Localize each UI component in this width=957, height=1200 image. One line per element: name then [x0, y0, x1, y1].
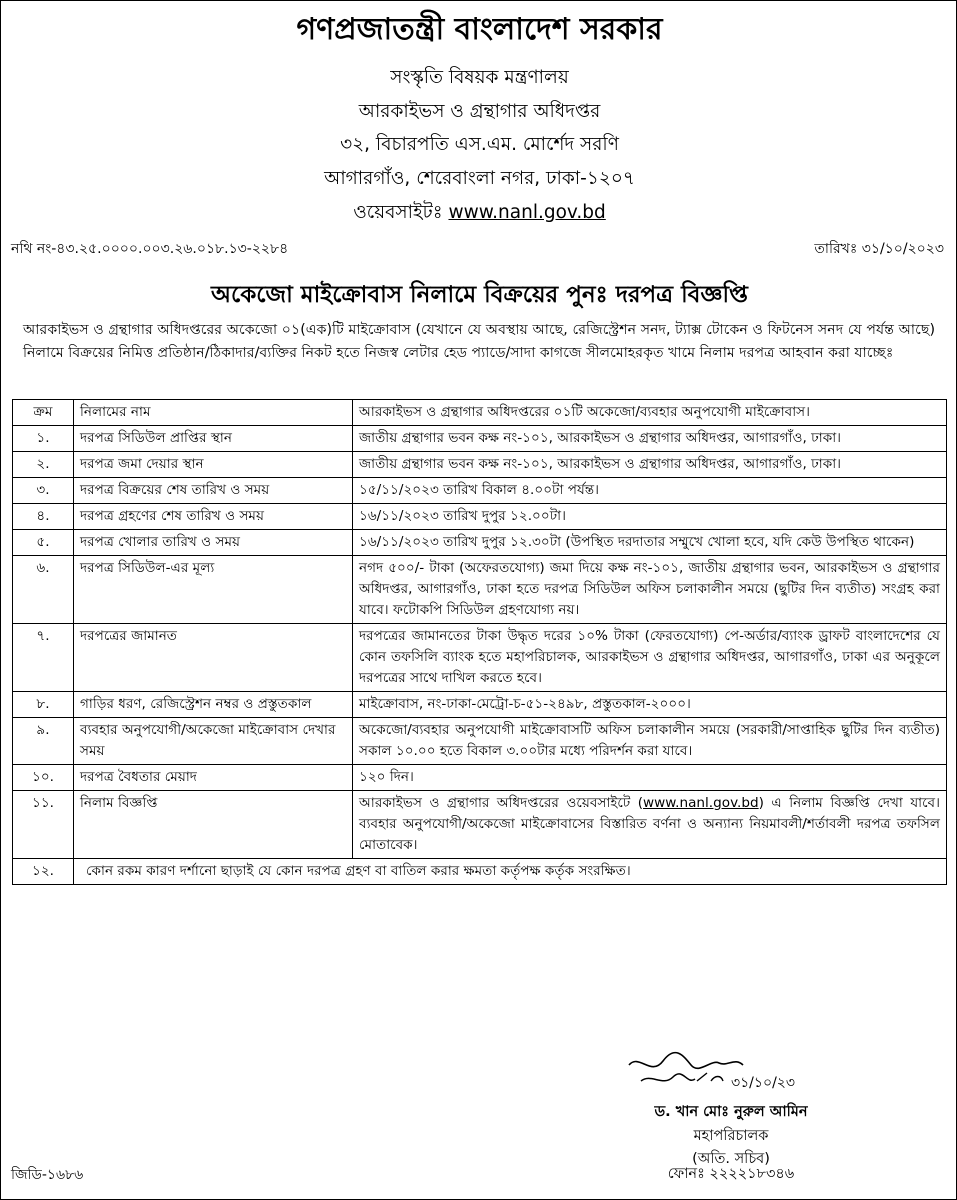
table-row — [13, 426, 947, 452]
row-serial: ৯. — [13, 718, 74, 765]
address-line-1: ৩২, বিচারপতি এস.এম. মোর্শেদ সরণি — [340, 134, 619, 155]
website-link-inline[interactable]: www.nanl.gov.bd — [643, 795, 759, 811]
website-link[interactable]: www.nanl.gov.bd — [448, 202, 606, 223]
row-serial: ১. — [13, 426, 74, 452]
ministry-name: সংস্কৃতি বিষয়ক মন্ত্রণালয় — [390, 67, 569, 88]
signatory-block — [581, 1101, 881, 1172]
row-name: নিলাম বিজ্ঞপ্তি — [74, 791, 353, 859]
row-name: দরপত্র বৈধতার মেয়াদ — [74, 765, 353, 791]
row-serial: ৪. — [13, 504, 74, 530]
table-row — [13, 556, 947, 624]
table-row — [13, 791, 947, 859]
row-name: দরপত্র গ্রহণের শেষ তারিখ ও সময় — [74, 504, 353, 530]
row-name: নিলামের নাম — [74, 400, 353, 426]
table-row — [13, 504, 947, 530]
department-name: আরকাইভস ও গ্রন্থাগার অধিদপ্তর — [358, 101, 601, 122]
row-serial: ১২. — [13, 859, 74, 885]
table-row — [13, 400, 947, 426]
row-serial: ২. — [13, 452, 74, 478]
row-name: দরপত্র সিডিউল-এর মূল্য — [74, 556, 353, 624]
row-name: ব্যবহার অনুপযোগী/অকেজো মাইক্রোবাস দেখার সময় — [74, 718, 353, 765]
row-name: দরপত্র সিডিউল প্রাপ্তির স্থান — [74, 426, 353, 452]
row-name: গাড়ির ধরণ, রেজিস্ট্রেশন নম্বর ও প্রস্তুতকাল — [74, 692, 353, 718]
table-row — [13, 478, 947, 504]
row-name: দরপত্রের জামানত — [74, 624, 353, 692]
address-line-2: আগারগাঁও, শেরেবাংলা নগর, ঢাকা-১২০৭ — [324, 168, 635, 189]
row-detail: ১৫/১১/২০২৩ তারিখ বিকাল ৪.০০টা পর্যন্ত। — [353, 478, 947, 504]
row-detail: নগদ ৫০০/- টাকা (অফেরতযোগ্য) জমা দিয়ে কক্ষ নং-১০১, জাতীয় গ্রন্থাগার ভবন, আরকাইভস ও গ্রন্থাগার অধিদপ্তর, আগারগাঁও, ঢাকা হতে দরপত্র সিডিউল অফিস চলাকালীন সময়ে (ছুটির দিন ব্যতীত) সংগ্রহ করা যাবে। ফটোকপি সিডিউল গ্রহণযোগ্য নয়। — [353, 556, 947, 624]
table-row — [13, 718, 947, 765]
row-detail: দরপত্রের জামানতের টাকা উদ্ধৃত দরের ১০% টাকা (ফেরতযোগ্য) পে-অর্ডার/ব্যাংক ড্রাফট বাংলাদেশের যে কোন তফসিলি ব্যাংক হতে মহাপরিচালক, আরকাইভস ও গ্রন্থাগার অধিদপ্তর, আগারগাঁও, ঢাকা এর অনুকূলে দরপত্রের সাথে দাখিল করতে হবে। — [353, 624, 947, 692]
row-serial: ৭. — [13, 624, 74, 692]
row-serial: ১০. — [13, 765, 74, 791]
row-serial: ১১. — [13, 791, 74, 859]
row-name: দরপত্র বিক্রয়ের শেষ তারিখ ও সময় — [74, 478, 353, 504]
row-serial: ৬. — [13, 556, 74, 624]
row-detail: ১৬/১১/২০২৩ তারিখ দুপুর ১২.০০টা। — [353, 504, 947, 530]
table-row — [13, 692, 947, 718]
row-serial: ৩. — [13, 478, 74, 504]
memo-date: তারিখঃ ৩১/১০/২০২৩ — [814, 241, 944, 257]
signature-mark — [611, 1051, 801, 1101]
row-serial: ৮. — [13, 692, 74, 718]
website-line — [1, 198, 957, 229]
row-name: দরপত্র খোলার তারিখ ও সময় — [74, 530, 353, 556]
row-serial: ক্রম — [13, 400, 74, 426]
row-serial: ৫. — [13, 530, 74, 556]
row-detail-pre: আরকাইভস ও গ্রন্থাগার অধিদপ্তরের ওয়েবসাইটে ( — [359, 795, 644, 811]
memo-number: নথি নং-৪৩.২৫.০০০০.০০৩.২৬.০১৮.১৩-২২৮৪ — [11, 241, 289, 257]
signatory-name: ড. খান মোঃ নুরুল আমিন — [654, 1104, 808, 1120]
tender-details-table — [12, 399, 947, 885]
row-detail-post: ) এ নিলাম বিজ্ঞপ্তি দেখা যাবে। ব্যবহার অনুপযোগী/অকেজো মাইক্রোবাসের বিস্তারিত বর্ণনা ও অন্যান্য নিয়মাবলী/শর্তাবলী দরপত্র তফসিল মোতাবেক। — [359, 795, 940, 853]
row-full-text: কোন রকম কারণ দর্শানো ছাড়াই যে কোন দরপত্র গ্রহণ বা বাতিল করার ক্ষমতা কর্তৃপক্ষ কর্তৃক সংরক্ষিত। — [74, 859, 947, 885]
website-label: ওয়েবসাইটঃ — [353, 202, 449, 223]
government-title: গণপ্রজাতন্ত্রী বাংলাদেশ সরকার — [296, 12, 663, 47]
table-row — [13, 624, 947, 692]
row-name: দরপত্র জমা দেয়ার স্থান — [74, 452, 353, 478]
row-detail: অকেজো/ব্যবহার অনুপযোগী মাইক্রোবাসটি অফিস চলাকালীন সময়ে (সরকারী/সাপ্তাহিক ছুটির দিন ব্যতীত) সকাল ১০.০০ হতে বিকাল ৩.০০টার মধ্যে পরিদর্শন করা যাবে। — [353, 718, 947, 765]
row-detail: ১৬/১১/২০২৩ তারিখ দুপুর ১২.৩০টা (উপস্থিত দরদাতার সম্মুখে খোলা হবে, যদি কেউ উপস্থিত থাকেন) — [353, 530, 947, 556]
notice-title: অকেজো মাইক্রোবাস নিলামে বিক্রয়ের পুনঃ দরপত্র বিজ্ঞপ্তি — [211, 282, 748, 308]
phone-number: ফোনঃ ২২২২১৮৩৪৬ — [667, 1166, 795, 1182]
row-detail: মাইক্রোবাস, নং-ঢাকা-মেট্রো-চ-৫১-২৪৯৮, প্রস্তুতকাল-২০০০। — [353, 692, 947, 718]
row-detail: আরকাইভস ও গ্রন্থাগার অধিদপ্তরের ০১টি অকেজো/ব্যবহার অনুপযোগী মাইক্রোবাস। — [353, 400, 947, 426]
signatory-rank: (অতি. সচিব) — [692, 1151, 770, 1167]
table-row — [13, 859, 947, 885]
row-detail: জাতীয় গ্রন্থাগার ভবন কক্ষ নং-১০১, আরকাইভস ও গ্রন্থাগার অধিদপ্তর, আগারগাঁও, ঢাকা। — [353, 452, 947, 478]
row-detail: জাতীয় গ্রন্থাগার ভবন কক্ষ নং-১০১, আরকাইভস ও গ্রন্থাগার অধিদপ্তর, আগারগাঁও, ঢাকা। — [353, 426, 947, 452]
table-row — [13, 452, 947, 478]
row-detail — [353, 791, 947, 859]
signatory-designation: মহাপরিচালক — [693, 1127, 769, 1144]
row-detail: ১২০ দিন। — [353, 765, 947, 791]
table-row — [13, 765, 947, 791]
signature-date: ৩১/১০/২৩ — [731, 1075, 796, 1091]
intro-paragraph: আরকাইভস ও গ্রন্থাগার অধিদপ্তরের অকেজো ০১(এক)টি মাইক্রোবাস (যেখানে যে অবস্থায় আছে, রেজিস্ট্রেশন সনদ, ট্যাক্স টোকেন ও ফিটনেস সনদ যে পর্যন্ত আছে) নিলামে বিক্রয়ের নিমিত্ত প্রতিষ্ঠান/ঠিকাদার/ব্যক্তির নিকট হতে নিজস্ব লেটার হেড প্যাডে/সাদা কাগজে সীলমোহরকৃত খামে নিলাম দরপত্র আহবান করা যাচ্ছেঃ — [23, 322, 935, 361]
table-row — [13, 530, 947, 556]
gd-number: জিডি-১৬৮৬ — [11, 1167, 84, 1183]
